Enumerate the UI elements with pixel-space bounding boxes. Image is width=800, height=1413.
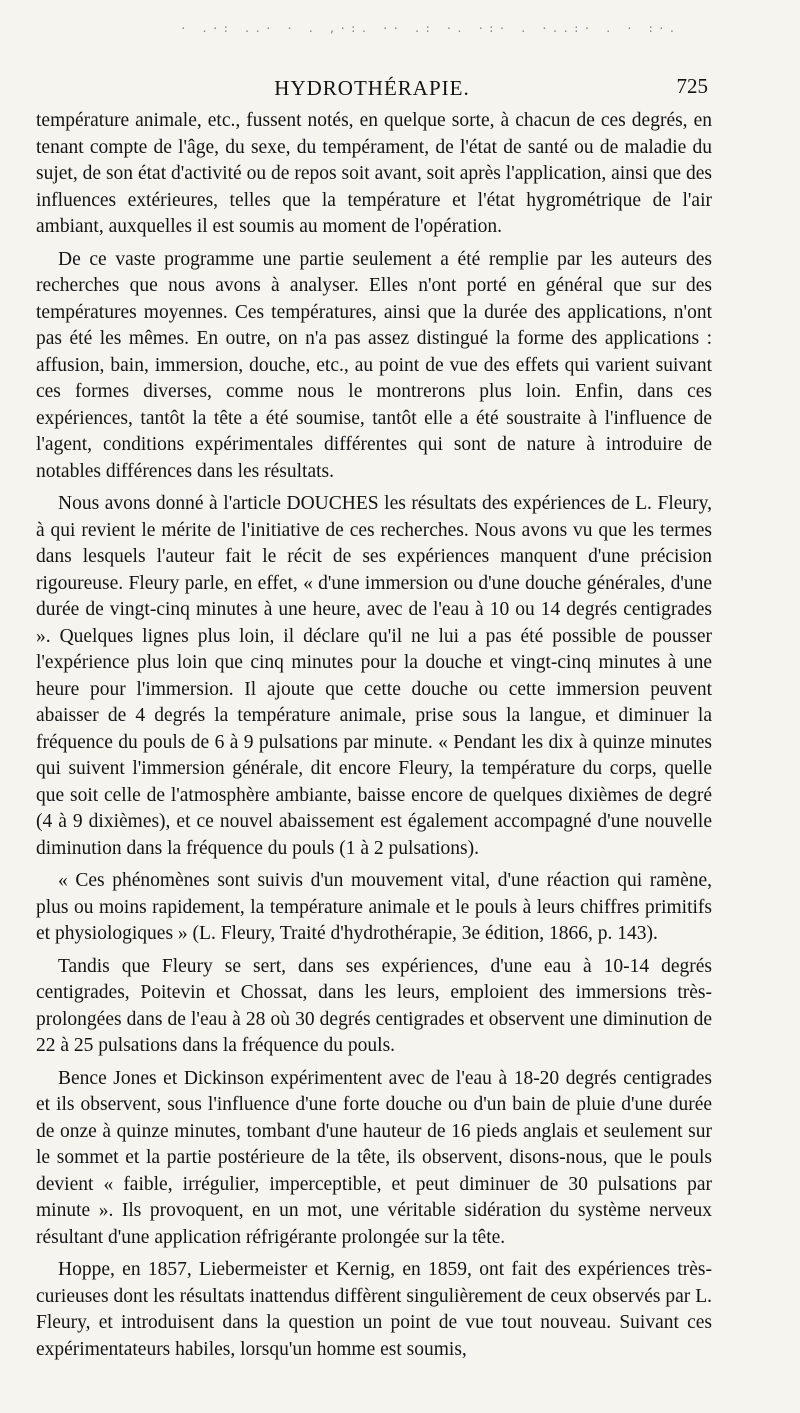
paragraph-1: température animale, etc., fussent notés, en quelque sorte, à chacun de ces degrés, en tenant compte de l'âge, du sexe, du tempérament, de l'état de santé ou de maladie du sujet, de son état d'activité ou de repos soit avant, soit après l'application, ainsi que des influences extérieures, telles que la température et l'état hygrométrique de l'air ambiant, auxquelles il est soumis au moment de l'opération. (36, 110, 712, 237)
paragraph-6: Bence Jones et Dickinson expérimentent avec de l'eau à 18-20 degrés centigrades et ils observent, sous l'influence d'une forte douche ou d'un bain de pluie d'une durée de onze à quinze minutes, tombant d'une hauteur de 16 pieds anglais et seulement sur le sommet et la partie postérieure de la tête, ils observent, disons-nous, que le pouls devient « faible, irrégulier, imperceptible, et peut diminuer de 30 pulsations par minute ». Ils provoquent, en un mot, une véritable sidération du système nerveux résultant d'une application réfrigérante prolongée sur la tête. (36, 1067, 712, 1248)
running-title: HYDROTHÉRAPIE. (274, 76, 470, 100)
scan-noise: · .·: ..· · . ,·:. ·· .: ·. ·:· . ·..:· . · :·. (180, 22, 680, 35)
paragraph-2: De ce vaste programme une partie seulement a été remplie par les auteurs des recherches que nous avons à analyser. Elles n'ont porté en général que sur des températures moyennes. Ces températures, ainsi que la durée des applications, n'ont pas été les mêmes. En outre, on n'a pas assez distingué la forme des applications : affusion, bain, immersion, douche, etc., au point de vue des effets qui varient suivant ces formes diverses, comme nous le montrerons plus loin. Enfin, dans ces expériences, tantôt la tête a été soumise, tantôt elle a été soustraite à l'influence de l'agent, conditions expérimentales différentes qui sont de nature à introduire de notables différences dans les résultats. (36, 248, 712, 482)
paragraph-7: Hoppe, en 1857, Liebermeister et Kernig, en 1859, ont fait des expériences très-curieuses dont les résultats inattendus diffèrent singulièrement de ceux observés par L. Fleury, et introduisent dans la question un point de vue tout nouveau. Suivant ces expérimentateurs habiles, lorsqu'un homme est soumis, (36, 1259, 712, 1360)
text-body (36, 108, 712, 1363)
running-header (36, 70, 708, 104)
paragraph-3: Nous avons donné à l'article DOUCHES les résultats des expériences de L. Fleury, à qui revient le mérite de l'initiative de ces recherches. Nous avons vu que les termes dans lesquels l'auteur fait le récit de ses expériences manquent d'une précision rigoureuse. Fleury parle, en effet, « d'une immersion ou d'une douche générales, d'une durée de vingt-cinq minutes à une heure, avec de l'eau à 10 ou 14 degrés centigrades ». Quelques lignes plus loin, il déclare qu'il ne lui a pas été possible de pousser l'expérience plus loin que cinq minutes pour la douche et vingt-cinq minutes à une heure pour l'immersion. Il ajoute que cette douche ou cette immersion peuvent abaisser de 4 degrés la température animale, prise sous la langue, et diminuer la fréquence du pouls de 6 à 9 pulsations par minute. « Pendant les dix à quinze minutes qui suivent l'immersion générale, dit encore Fleury, la température du corps, quelle que soit celle de l'atmosphère ambiante, baisse encore de quelques dixièmes de degré (4 à 9 dixièmes), et ce nouvel abaissement est également accompagné d'une nouvelle diminution dans la fréquence du pouls (1 à 2 pulsations). (36, 493, 712, 859)
page-number: 725 (676, 74, 708, 98)
paragraph-4: « Ces phénomènes sont suivis d'un mouvement vital, d'une réaction qui ramène, plus ou moins rapidement, la température animale et le pouls à leurs chiffres primitifs et physiologiques » (L. Fleury, Traité d'hydrothérapie, 3e édition, 1866, p. 143). (36, 870, 712, 944)
paragraph-5: Tandis que Fleury se sert, dans ses expériences, d'une eau à 10-14 degrés centigrades, Poitevin et Chossat, dans les leurs, emploient des immersions très-prolongées dans de l'eau à 28 où 30 degrés centigrades et observent une diminution de 22 à 25 pulsations dans la fréquence du pouls. (36, 955, 712, 1056)
